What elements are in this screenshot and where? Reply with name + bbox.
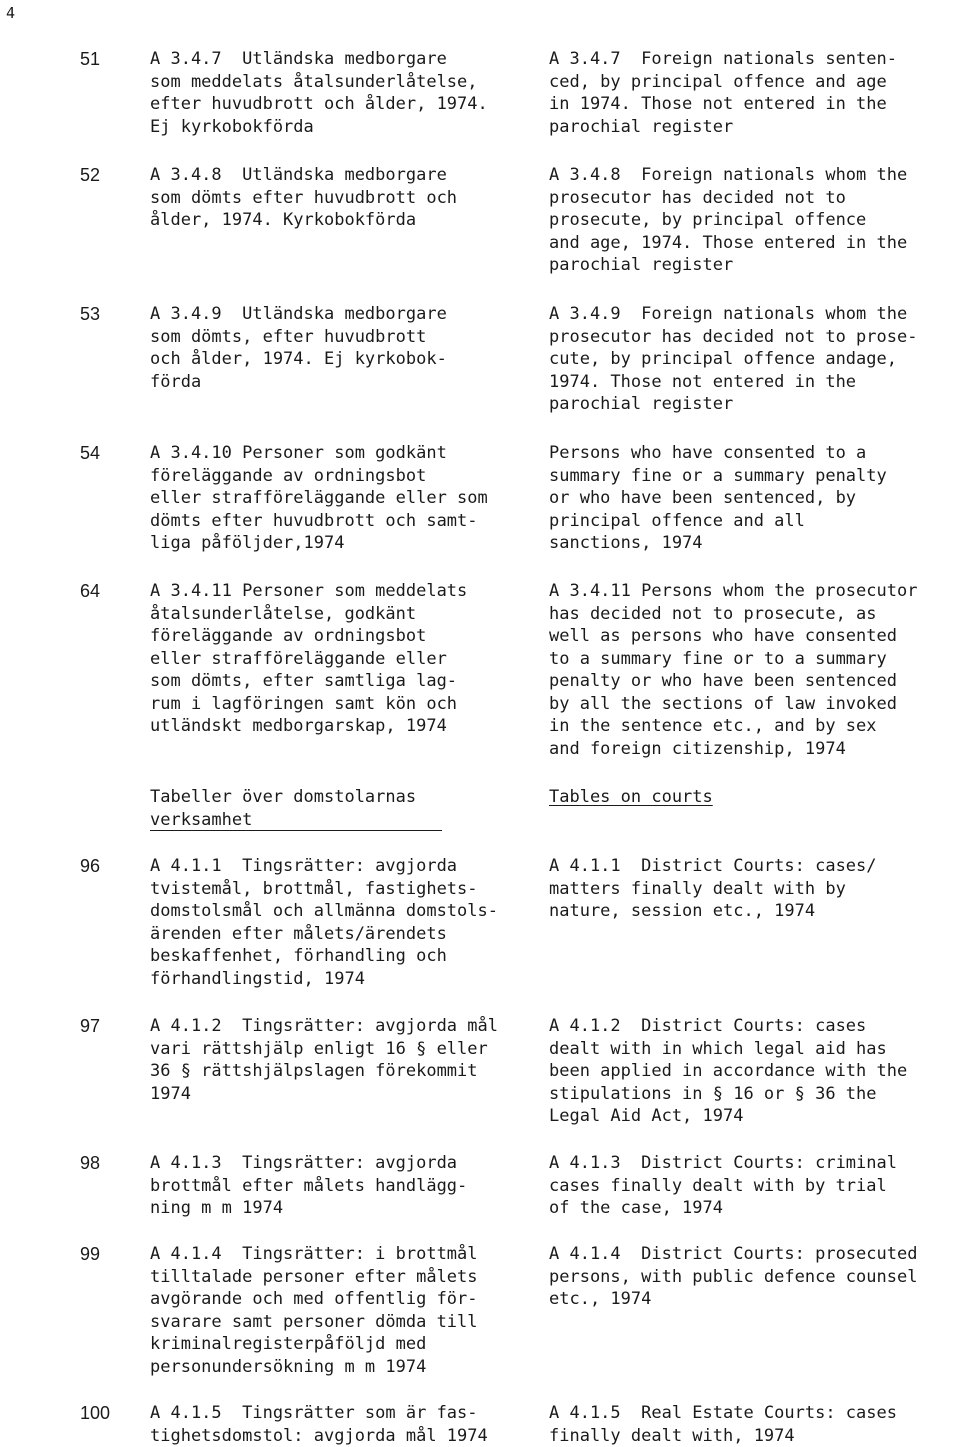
toc-title-english: A 3.4.7 Foreign nationals senten- ced, by principal offence and age in 1974. Those not entered in the parochial register	[549, 49, 897, 137]
toc-title-english: A 3.4.9 Foreign nationals whom the prosecutor has decided not to prose- cute, by principal offence andage, 1974. Those not entered in the parochial register	[549, 304, 918, 414]
section-heading-english: Tables on courts	[549, 787, 713, 807]
toc-title-swedish: A 4.1.3 Tingsrätter: avgjorda brottmål efter målets handlägg- ning m m 1974	[150, 1153, 468, 1218]
toc-title-english: A 3.4.8 Foreign nationals whom the prosecutor has decided not to prosecute, by principal offence and age, 1974. Those entered in the parochial register	[549, 165, 908, 275]
toc-page-number: 97	[80, 1016, 101, 1036]
toc-title-swedish: A 3.4.7 Utländska medborgare som meddelats åtalsunderlåtelse, efter huvudbrott och ålder, 1974. Ej kyrkobokförda	[150, 49, 488, 137]
toc-title-english: A 3.4.11 Persons whom the prosecutor has decided not to prosecute, as well as persons who have consented to a summary fine or to a summary penalty or who have been sentenced by all the sections of law invoked in the sentence etc., and by sex and foreign citizenship, 1974	[549, 581, 918, 759]
toc-page-number: 64	[80, 581, 101, 601]
section-heading-swedish-line2: verksamhet	[150, 810, 442, 831]
toc-title-swedish: A 4.1.5 Tingsrätter som är fas- tighetsdomstol: avgjorda mål 1974	[150, 1403, 488, 1446]
page-number: 4	[6, 4, 16, 22]
toc-page-number: 96	[80, 856, 101, 876]
toc-title-swedish: A 3.4.10 Personer som godkänt föreläggande av ordningsbot eller strafföreläggande eller som dömts efter huvudbrott och samt- liga påföljder,1974	[150, 443, 488, 553]
toc-page-number: 98	[80, 1153, 101, 1173]
toc-page-number: 53	[80, 304, 101, 324]
toc-page-number: 52	[80, 165, 101, 185]
toc-title-english: A 4.1.4 District Courts: prosecuted persons, with public defence counsel etc., 1974	[549, 1244, 918, 1309]
toc-title-english: A 4.1.1 District Courts: cases/ matters finally dealt with by nature, session etc., 1974	[549, 856, 877, 921]
toc-title-english: A 4.1.2 District Courts: cases dealt with in which legal aid has been applied in accordance with the stipulations in § 16 or § 36 the Legal Aid Act, 1974	[549, 1016, 908, 1126]
toc-title-swedish: A 3.4.11 Personer som meddelats åtalsunderlåtelse, godkänt föreläggande av ordningsbot eller strafföreläggande eller som dömts, efter samtliga lag- rum i lagföringen samt kön och utländskt medborgarskap, 1974	[150, 581, 468, 736]
section-heading-swedish-line1: Tabeller över domstolarnas	[150, 787, 417, 807]
toc-title-swedish: A 4.1.2 Tingsrätter: avgjorda mål vari rättshjälp enligt 16 § eller 36 § rättshjälpslagen förekommit 1974	[150, 1016, 498, 1104]
toc-title-swedish: A 3.4.8 Utländska medborgare som dömts efter huvudbrott och ålder, 1974. Kyrkobokförda	[150, 165, 458, 230]
toc-title-english: A 4.1.3 District Courts: criminal cases finally dealt with by trial of the case, 1974	[549, 1153, 897, 1218]
toc-page-number: 51	[80, 49, 101, 69]
toc-page-number: 54	[80, 443, 101, 463]
toc-title-swedish: A 3.4.9 Utländska medborgare som dömts, efter huvudbrott och ålder, 1974. Ej kyrkobok- förda	[150, 304, 447, 392]
toc-title-swedish: A 4.1.4 Tingsrätter: i brottmål tilltalade personer efter målets avgörande och med offentlig för- svarare samt personer dömda till kriminalregisterpåföljd med personundersökning m m 1974	[150, 1244, 478, 1377]
toc-title-english: A 4.1.5 Real Estate Courts: cases finally dealt with, 1974	[549, 1403, 897, 1446]
toc-title-english: Persons who have consented to a summary fine or a summary penalty or who have been sentenced, by principal offence and all sanctions, 1974	[549, 443, 887, 553]
toc-title-swedish: A 4.1.1 Tingsrätter: avgjorda tvistemål, brottmål, fastighets- domstolsmål och allmänna domstols- ärenden efter målets/ärendets beskaffenhet, förhandling och förhandlingstid, 1974	[150, 856, 498, 989]
toc-page-number: 99	[80, 1244, 101, 1264]
toc-page-number: 100	[80, 1403, 111, 1423]
section-heading-swedish	[150, 786, 442, 831]
